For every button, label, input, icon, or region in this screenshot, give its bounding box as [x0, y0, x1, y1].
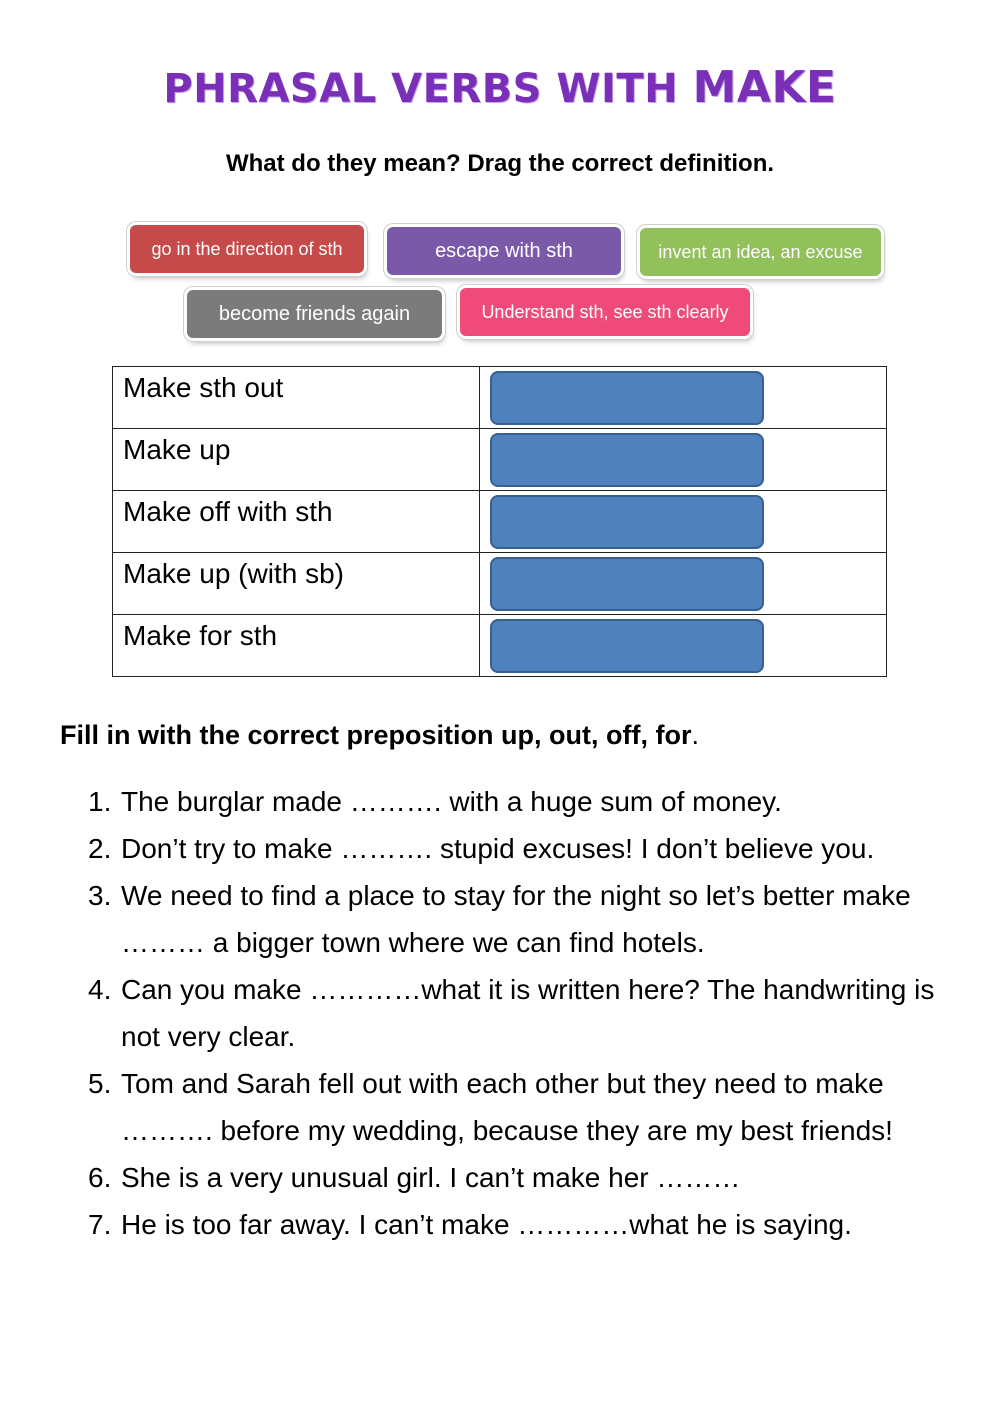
- table-row: [113, 429, 887, 491]
- term-cell: Make up: [113, 429, 480, 491]
- drop-zone[interactable]: [490, 619, 764, 673]
- list-item: 2. Don’t try to make ………. stupid excuses! I don’t believe you.: [88, 833, 875, 864]
- table-row: [113, 553, 887, 615]
- table-row: [113, 615, 887, 677]
- title-text: PHRASAL VERBS WITH: [163, 66, 693, 112]
- instruction-text: Fill in with the correct preposition up, out, off, for: [60, 720, 692, 750]
- drop-zone[interactable]: [490, 433, 764, 487]
- list-item: 7. He is too far away. I can’t make …………what he is saying.: [88, 1209, 852, 1240]
- answer-cell: [480, 429, 887, 491]
- definition-chip-escape[interactable]: escape with sth: [387, 227, 621, 275]
- drop-zone[interactable]: [490, 371, 764, 425]
- matching-table: [112, 366, 887, 677]
- term-cell: Make off with sth: [113, 491, 480, 553]
- sentence-text: We need to find a place to stay for the night so let’s better make ……… a bigger town where we can find hotels.: [121, 880, 911, 958]
- drop-zone[interactable]: [490, 557, 764, 611]
- definition-chip-friends[interactable]: become friends again: [187, 290, 442, 338]
- title-keyword: MAKE: [692, 62, 837, 113]
- list-item: 3. We need to find a place to stay for the night so let’s better make ……… a bigger town where we can find hotels.: [88, 880, 911, 958]
- term-cell: Make up (with sb): [113, 553, 480, 615]
- answer-cell: [480, 367, 887, 429]
- list-item: 5. Tom and Sarah fell out with each other but they need to make ………. before my wedding, because they are my best friends!: [88, 1068, 893, 1146]
- drop-zone[interactable]: [490, 495, 764, 549]
- page-title: [0, 62, 1000, 113]
- answer-cell: [480, 491, 887, 553]
- exercise-instruction: [60, 720, 699, 751]
- definition-chip-direction[interactable]: go in the direction of sth: [130, 225, 364, 273]
- term-cell: Make sth out: [113, 367, 480, 429]
- list-item: 4. Can you make …………what it is written here? The handwriting is not very clear.: [88, 974, 935, 1052]
- sentence-text: The burglar made ………. with a huge sum of money.: [121, 786, 782, 817]
- definition-chip-understand[interactable]: Understand sth, see sth clearly: [460, 288, 750, 336]
- answer-cell: [480, 615, 887, 677]
- list-item: 1. The burglar made ………. with a huge sum of money.: [88, 786, 782, 817]
- table-row: [113, 491, 887, 553]
- term-cell: Make for sth: [113, 615, 480, 677]
- definition-chip-invent[interactable]: invent an idea, an excuse: [640, 228, 881, 276]
- sentence-text: She is a very unusual girl. I can’t make her ………: [121, 1162, 741, 1193]
- answer-cell: [480, 553, 887, 615]
- instruction-period: .: [691, 720, 699, 750]
- instructions: What do they mean? Drag the correct definition.: [225, 150, 775, 177]
- table-row: [113, 367, 887, 429]
- sentence-text: He is too far away. I can’t make …………what he is saying.: [121, 1209, 852, 1240]
- sentence-text: Can you make …………what it is written here? The handwriting is not very clear.: [121, 974, 935, 1052]
- list-item: 6. She is a very unusual girl. I can’t make her ………: [88, 1162, 741, 1193]
- exercise-list: [88, 778, 958, 1248]
- sentence-text: Don’t try to make ………. stupid excuses! I don’t believe you.: [121, 833, 875, 864]
- sentence-text: Tom and Sarah fell out with each other but they need to make ………. before my wedding, because they are my best friends!: [121, 1068, 893, 1146]
